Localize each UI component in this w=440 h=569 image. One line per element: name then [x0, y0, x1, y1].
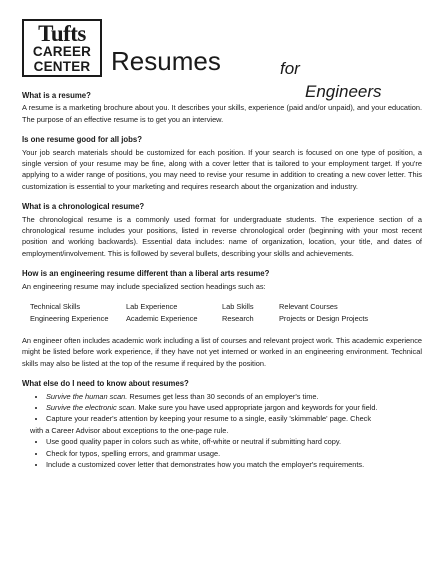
grid-item: Academic Experience [126, 313, 198, 323]
section-one-resume [22, 134, 422, 192]
list-item [46, 402, 422, 413]
document-body [22, 90, 422, 479]
section-chronological [22, 201, 422, 259]
section-paragraph: Your job search materials should be customized for each position. If your search is focused on one type of position, a single version of your resume may be fine, along with a cover letter that is tailored to your employment target. If you're applying to a wider range of positions, you may need to revise your resume in addition to creating a new cover letter. This customization is essential to your marketing and requires research about the organization and industry. [22, 147, 422, 191]
grid-item: Lab Skills [222, 302, 254, 312]
list-item-continuation: with a Career Advisor about exceptions to the one-page rule. [30, 425, 229, 435]
emphasis-text: Survive the human scan. [46, 391, 128, 401]
list-item: • Check for typos, spelling errors, and grammar usage. [46, 448, 422, 459]
emphasis-text: Survive the electronic scan. [46, 402, 137, 412]
title-clipped-word: Engineers [305, 82, 382, 101]
grid-item: Projects or Design Projects [279, 313, 369, 323]
section-heading: What is a resume? [22, 91, 91, 100]
grid-item: Research [222, 313, 254, 323]
section-paragraph: A resume is a marketing brochure about you. It describes your skills, experience (paid and/or unpaid), and your education. The purpose of an effective resume is to get you an interview. [22, 103, 422, 124]
grid-item: Relevant Courses [279, 302, 338, 312]
section-heading: Is one resume good for all jobs? [22, 135, 143, 145]
page-title: Resumes [111, 46, 221, 76]
section-heading: What else do I need to know about resumes? [22, 379, 189, 389]
section-what-is-resume [22, 90, 422, 125]
title-for: for [280, 59, 300, 78]
section-heading: How is an engineering resume different than a liberal arts resume? [22, 269, 270, 279]
section-headings-grid [30, 301, 422, 324]
list-item [46, 391, 422, 402]
grid-item: Technical Skills [30, 302, 81, 312]
list-item: • Capture your reader's attention by keeping your resume to a single, easily 'skimmable' page. Check [46, 413, 422, 424]
item-text: Make sure you have used appropriate jargon and keywords for your field. [136, 402, 378, 412]
tips-list [22, 391, 422, 471]
section-paragraph: An engineering resume may include specialized section headings such as: [22, 281, 266, 291]
logo-line-tufts: Tufts [38, 21, 86, 46]
grid-item: Lab Experience [126, 302, 178, 312]
item-text: Resumes get less than 30 seconds of an employer's time. [127, 391, 319, 401]
section-heading: What is a chronological resume? [22, 202, 145, 212]
logo-line-career: CAREER [32, 44, 92, 59]
section-engineering-resume [22, 268, 422, 369]
logo-line-center: CENTER [33, 58, 91, 74]
tufts-career-center-logo [22, 19, 102, 77]
section-what-else [22, 378, 422, 470]
grid-item: Engineering Experience [30, 313, 109, 323]
section-paragraph: An engineer often includes academic work including a list of courses and relevant project work. This academic experience might be listed before work experience, if they have not yet interned or worked in an engineering environment. Technical skills may also be listed at the top of the resume if required by the position. [22, 335, 422, 368]
section-paragraph: The chronological resume is a commonly used format for undergraduate students. The experience section of a chronological resume includes your positions, listed in reverse chronological order (beginning with your most recent position and working backwards). Essential data includes: name of organization, location, your title, and dates of employment/involvement. This is followed by several bullets, describing your skills and achievements. [22, 214, 422, 258]
list-item: • Include a customized cover letter that demonstrates how you match the employer's requirements. [46, 459, 422, 470]
list-item: • Use good quality paper in colors such as white, off-white or neutral if submitting hard copy. [46, 436, 422, 447]
